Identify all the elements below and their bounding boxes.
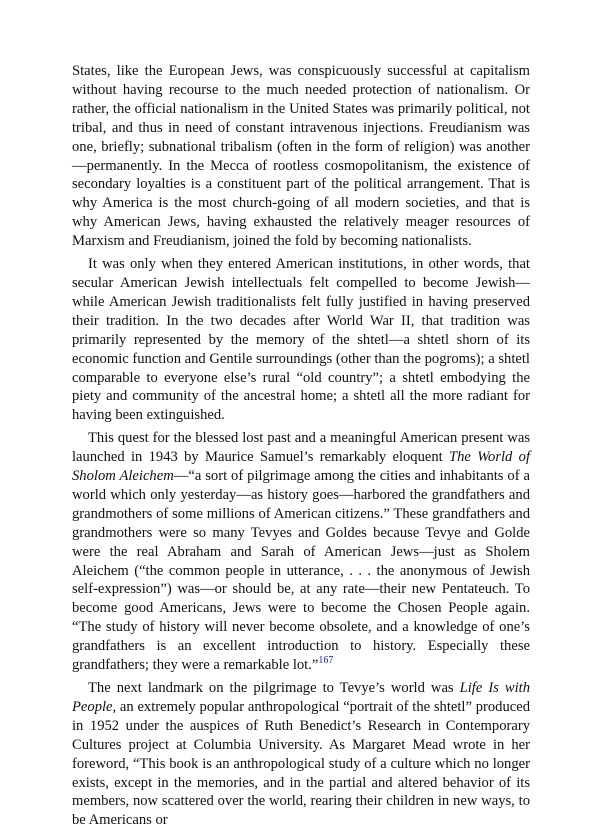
paragraph-text: It was only when they entered American institutions, in other words, that secular American Jewish intellectuals felt compelled to become Jewish—while American Jewish traditionalists felt fully justified in having preserved their tradition. In the two decades after World War II, that tradition was primarily represented by the memory of the shtetl—a shtetl shorn of its economic function and Gentile surroundings (other than the pogroms); a shtetl comparable to everyone else’s rural “old country”; a shtetl embodying the piety and community of the ancestral home; a shtetl all the more radiant for having been extinguished. — [72, 256, 530, 424]
paragraph-1 — [72, 62, 530, 251]
paragraph-text: The next landmark on the pilgrimage to Tevye’s world was — [88, 680, 460, 696]
paragraph-4 — [72, 679, 530, 830]
paragraph-text: This quest for the blessed lost past and a meaningful American present was launched in 1943 by Maurice Samuel’s remarkably eloquent — [72, 430, 530, 466]
book-title-life-is-with-people: Life Is with People — [72, 680, 530, 715]
paragraph-2 — [72, 255, 530, 425]
paragraph-text: —“a sort of pilgrimage among the cities and inhabitants of a world which only yesterday—as history goes—harbored the grandfathers and grandmothers of some millions of American citizens.” These grandfathers and grandmothers were so many Tevyes and Goldes because Tevye and Golde were the real Abraham and Sarah of American Jews—just as Sholem Aleichem (“the common people in utterance, . . . the anonymous of Jewish self-expression”) was—or should be, at any rate—their new Pentateuch. To become good Americans, Jews were to become the Chosen People again. “The study of history will never become obsolete, and a knowledge of one’s grandfathers is an excellent introduction to history. Especially these grandfathers; they were a remarkable lot.” — [72, 468, 530, 674]
paragraph-text: States, like the European Jews, was conspicuously successful at capitalism without having recourse to the much needed protection of nationalism. Or rather, the official nationalism in the United States was primarily political, not tribal, and thus in need of constant intravenous injections. Freudianism was one, briefly; subnational tribalism (often in the form of religion) was another—permanently. In the Mecca of rootless cosmopolitanism, the existence of secondary loyalties is a constituent part of the political arrangement. That is why America is the most church-going of all modern societies, and that is why American Jews, having exhausted the relatively meager resources of Marxism and Freudianism, joined the fold by becoming nationalists. — [72, 63, 530, 250]
book-title-world-of-sholom-aleichem: The World of Sholom Aleichem — [72, 449, 530, 485]
paragraph-3 — [72, 429, 530, 675]
document-page — [72, 62, 530, 834]
footnote-reference[interactable]: 167 — [318, 655, 334, 667]
paragraph-text: , an extremely popular anthropological “portrait of the shtetl” produced in 1952 under the auspices of Ruth Benedict’s Research in Contemporary Cultures project at Columbia University. As Margaret Mead wrote in her foreword, “This book is an anthropological study of a culture which no longer exists, except in the memories, and in the partial and altered behavior of its members, now scattered over the world, rearing their children in new ways, to be Americans or — [72, 698, 530, 829]
